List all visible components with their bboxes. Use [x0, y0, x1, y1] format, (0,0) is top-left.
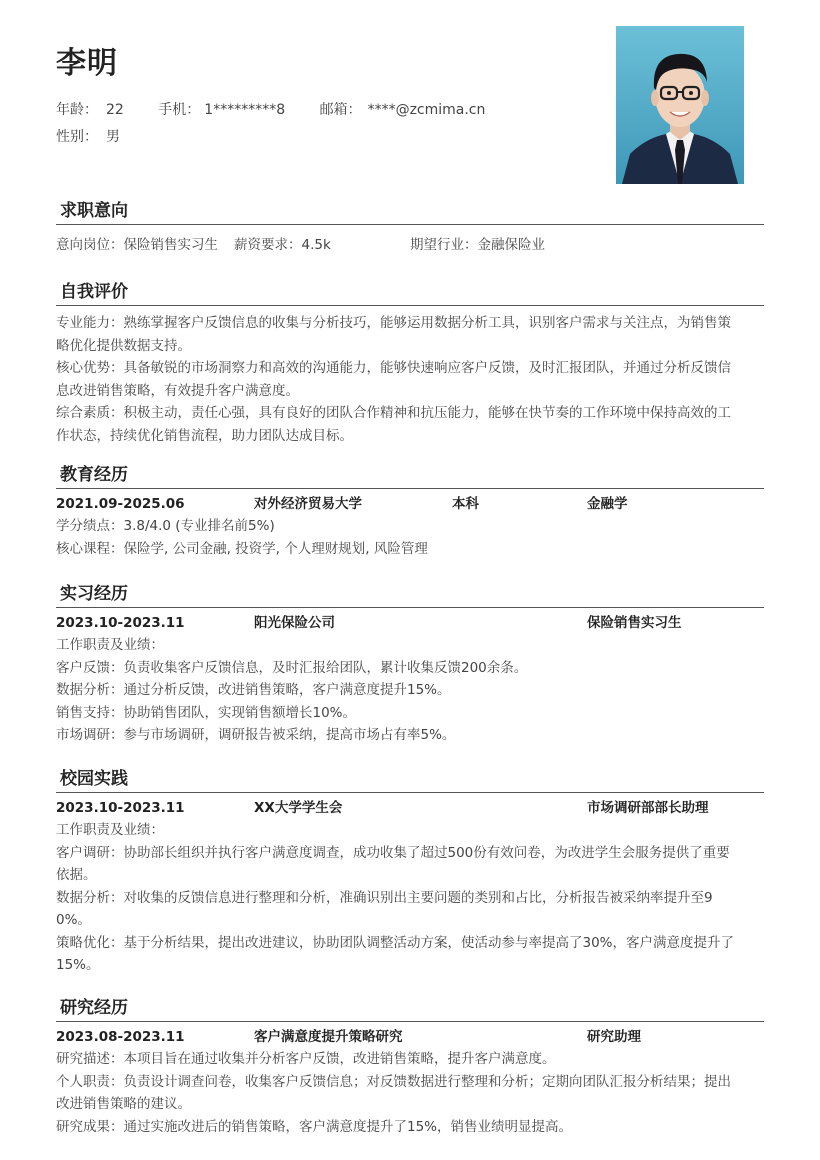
text-line: 0%。	[56, 912, 91, 928]
gender-value: 男	[106, 129, 120, 145]
campus-details	[56, 819, 764, 977]
text-line: 依据。	[56, 867, 97, 883]
section-title: 自我评价	[56, 279, 764, 306]
education-section	[56, 462, 764, 560]
age-value: 22	[106, 102, 124, 118]
campus-period: 2023.10-2023.11	[56, 800, 185, 816]
phone-label: 手机：	[158, 102, 201, 118]
internship-role: 保险销售实习生	[587, 615, 682, 631]
text-line: 数据分析：对收集的反馈信息进行整理和分析，准确识别出主要问题的类别和占比，分析报告被采纳率提升至9	[56, 889, 713, 906]
internship-details	[56, 634, 764, 747]
text-line: 综合素质：积极主动，责任心强，具有良好的团队合作精神和抗压能力，能够在快节奏的工作环境中保持高效的工	[56, 405, 731, 421]
education-period: 2021.09-2025.06	[56, 496, 185, 512]
candidate-name: 李明	[56, 46, 118, 81]
text-line: 客户反馈：负责收集客户反馈信息，及时汇报给团队，累计收集反馈200余条。	[56, 659, 528, 676]
text-line: 学分绩点：3.8/4.0 (专业排名前5%)	[56, 518, 275, 534]
intent-row	[56, 234, 764, 256]
text-line: 销售支持：协助销售团队，实现销售额增长10%。	[56, 704, 357, 721]
text-line: 息改进销售策略，有效提升客户满意度。	[56, 382, 299, 399]
job-intent-section	[56, 198, 764, 256]
text-line: 专业能力：熟练掌握客户反馈信息的收集与分析技巧，能够运用数据分析工具，识别客户需求与关注点，为销售策	[56, 315, 731, 331]
text-line: 工作职责及业绩：	[56, 637, 164, 653]
education-degree: 本科	[452, 496, 479, 512]
internship-period: 2023.10-2023.11	[56, 615, 185, 631]
campus-practice-section	[56, 766, 764, 977]
text-line: 核心课程：保险学, 公司金融, 投资学, 个人理财规划, 风险管理	[56, 540, 428, 557]
section-title: 研究经历	[56, 995, 764, 1022]
self-evaluation-section	[56, 279, 764, 447]
education-major: 金融学	[587, 496, 628, 512]
section-title: 教育经历	[56, 462, 764, 489]
contact-line	[56, 100, 485, 120]
text-line: 15%。	[56, 957, 100, 973]
research-section	[56, 995, 764, 1138]
text-line: 作状态，持续优化销售流程，助力团队达成目标。	[56, 427, 353, 444]
internship-company: 阳光保险公司	[254, 615, 335, 631]
intent-position: 意向岗位：保险销售实习生	[56, 237, 218, 253]
campus-header-row	[56, 797, 764, 819]
intent-industry: 期望行业：金融保险业	[410, 237, 545, 253]
email-value: ****@zcmima.cn	[367, 102, 486, 118]
section-title: 校园实践	[56, 766, 764, 793]
text-line: 工作职责及业绩：	[56, 822, 164, 838]
text-line: 改进销售策略的建议。	[56, 1096, 191, 1112]
text-line: 研究成果：通过实施改进后的销售策略，客户满意度提升了15%，销售业绩明显提高。	[56, 1118, 573, 1135]
text-line: 策略优化：基于分析结果，提出改进建议，协助团队调整活动方案，使活动参与率提高了30%，客户满意度提升了	[56, 934, 735, 951]
gender-line	[56, 127, 120, 147]
research-role: 研究助理	[587, 1029, 641, 1045]
age-label: 年龄：	[56, 102, 98, 118]
phone-value: 1*********8	[204, 102, 286, 118]
research-header-row	[56, 1026, 764, 1048]
section-title: 求职意向	[56, 198, 764, 225]
text-line: 个人职责：负责设计调查问卷，收集客户反馈信息；对反馈数据进行整理和分析；定期向团队汇报分析结果；提出	[56, 1073, 731, 1090]
text-line: 核心优势：具备敏锐的市场洞察力和高效的沟通能力，能够快速响应客户反馈，及时汇报团队，并通过分析反馈信	[56, 360, 731, 376]
research-details	[56, 1048, 764, 1138]
gender-label: 性别：	[56, 129, 98, 145]
internship-header-row	[56, 612, 764, 634]
text-line: 客户调研：协助部长组织并执行客户满意度调查，成功收集了超过500份有效问卷，为改进学生会服务提供了重要	[56, 844, 730, 861]
research-project: 客户满意度提升策略研究	[254, 1029, 403, 1045]
self-evaluation-text	[56, 312, 764, 447]
research-period: 2023.08-2023.11	[56, 1029, 185, 1045]
text-line: 数据分析：通过分析反馈，改进销售策略，客户满意度提升15%。	[56, 682, 451, 698]
text-line: 略优化提供数据支持。	[56, 337, 191, 354]
section-title: 实习经历	[56, 581, 764, 608]
campus-role: 市场调研部部长助理	[587, 800, 709, 816]
email-label: 邮箱：	[319, 102, 362, 118]
text-line: 市场调研：参与市场调研，调研报告被采纳，提高市场占有率5%。	[56, 727, 456, 743]
education-details	[56, 515, 764, 560]
portrait-image	[616, 26, 744, 184]
text-line: 研究描述：本项目旨在通过收集并分析客户反馈，改进销售策略，提升客户满意度。	[56, 1051, 556, 1067]
intent-salary: 薪资要求：4.5k	[234, 237, 331, 253]
campus-org: XX大学学生会	[254, 800, 343, 816]
internship-section	[56, 581, 764, 747]
profile-photo	[616, 26, 744, 184]
education-school: 对外经济贸易大学	[254, 496, 362, 512]
education-header-row	[56, 493, 764, 515]
